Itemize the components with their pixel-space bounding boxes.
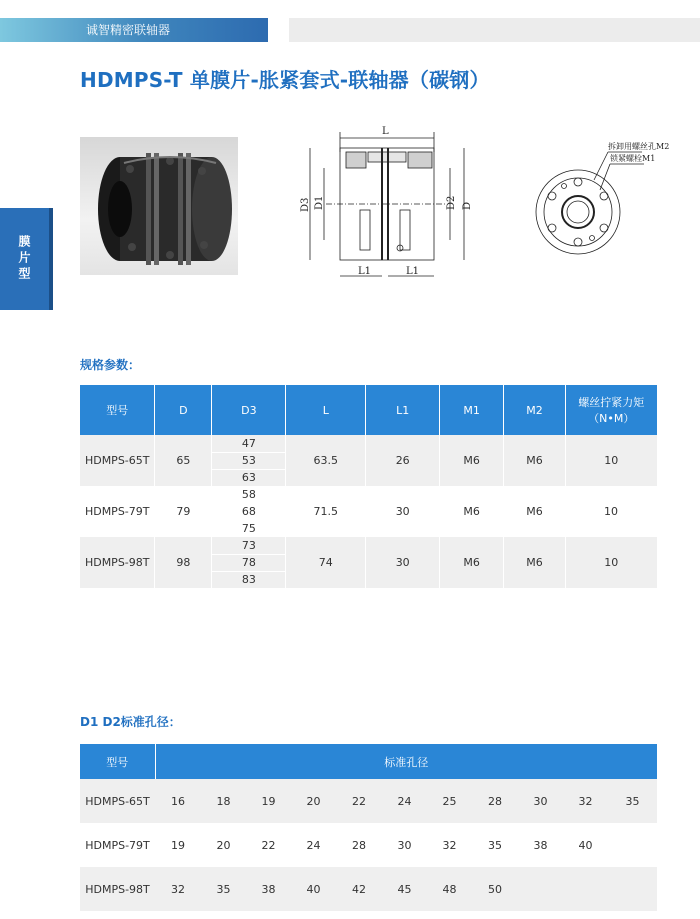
bore-value: 28 (472, 779, 518, 823)
spec-row-2 (80, 486, 657, 503)
callout-m1: 锁紧螺栓M1 (610, 154, 656, 163)
bore-value: 32 (442, 838, 457, 852)
spec-d: 65 (155, 435, 212, 486)
col-torque-unit: （N•M） (588, 412, 635, 425)
col-l1: L1 (366, 385, 440, 435)
page-title: HDMPS-T 单膜片-胀紧套式-联轴器（碳钢） (80, 68, 490, 92)
bore-value: 22 (261, 838, 276, 852)
side-category-tab (0, 208, 53, 310)
bore-value: 32 (155, 867, 201, 911)
bore-value: 20 (216, 838, 231, 852)
bore-value: 45 (382, 867, 427, 911)
bore-value: 24 (306, 838, 321, 852)
dim-D1: D1 (314, 195, 325, 210)
end-view-drawing (532, 138, 696, 272)
spec-d3: 63 (212, 469, 286, 486)
bore-value: 22 (336, 779, 382, 823)
dim-D3: D3 (300, 197, 311, 212)
bore-row-1 (80, 779, 657, 823)
spec-l: 71.5 (286, 486, 366, 537)
col-m2: M2 (504, 385, 566, 435)
spec-row-3 (80, 537, 657, 554)
bore-model: HDMPS-98T (80, 867, 155, 911)
bore-row-2 (80, 823, 657, 867)
bore-model: HDMPS-65T (80, 779, 155, 823)
bore-value: 24 (382, 779, 427, 823)
spec-d: 79 (155, 486, 212, 537)
spec-model: HDMPS-79T (80, 486, 155, 537)
spec-m1: M6 (440, 435, 504, 486)
col-model: 型号 (80, 385, 155, 435)
coupling-render-image (80, 137, 238, 275)
bore-value: 30 (397, 838, 412, 852)
bore-value: 35 (608, 779, 657, 823)
bore-value (518, 867, 563, 911)
col-torque (566, 385, 657, 435)
col-torque-label: 螺丝拧紧力矩 (578, 396, 645, 409)
brand-bar (0, 18, 268, 42)
bore-value: 30 (518, 779, 563, 823)
dim-D: D (462, 201, 473, 210)
bore-value: 35 (201, 867, 246, 911)
callout-m2: 拆卸用螺丝孔M2 (608, 142, 670, 151)
dim-L: L (382, 126, 389, 137)
spec-section-title: 规格参数： (80, 358, 141, 372)
bore-col-bores: 标准孔径 (155, 744, 657, 779)
bore-value: 48 (427, 867, 472, 911)
col-l: L (286, 385, 366, 435)
bore-value: 40 (291, 867, 336, 911)
spec-d3: 83 (212, 571, 286, 588)
bore-model: HDMPS-79T (85, 838, 150, 852)
spec-model: HDMPS-98T (80, 537, 155, 588)
spec-header-row (80, 385, 657, 435)
bore-table (80, 744, 657, 911)
bore-value: 28 (352, 838, 366, 852)
brand-name: 诚智精密联轴器 (86, 23, 171, 37)
bore-value: 25 (427, 779, 472, 823)
bore-header-row (80, 744, 657, 779)
bore-value: 16 (155, 779, 201, 823)
bore-value: 38 (246, 867, 291, 911)
dim-L1-right: L1 (406, 266, 420, 277)
side-section-drawing (296, 118, 476, 290)
spec-torque: 10 (566, 435, 657, 486)
spec-l1: 26 (366, 435, 440, 486)
bore-value: 38 (533, 838, 548, 852)
spec-m1: M6 (440, 486, 504, 537)
bore-value (608, 823, 657, 867)
bore-value (608, 867, 657, 911)
spec-l: 74 (286, 537, 366, 588)
bore-value: 19 (246, 779, 291, 823)
col-d3: D3 (212, 385, 286, 435)
spec-d: 98 (155, 537, 212, 588)
bore-row-3 (80, 867, 657, 911)
spec-l: 63.5 (286, 435, 366, 486)
spec-row-1 (80, 435, 657, 452)
spec-m2: M6 (504, 435, 566, 486)
spec-d3: 78 (212, 554, 286, 571)
bore-value: 20 (291, 779, 336, 823)
bore-value: 18 (201, 779, 246, 823)
product-photo (80, 137, 238, 275)
spec-d3: 73 (212, 537, 286, 554)
side-tab-label: 膜片型 (17, 235, 31, 283)
bore-value: 19 (171, 838, 185, 852)
bore-col-model: 型号 (80, 744, 155, 779)
bore-section-title: D1 D2标准孔径： (80, 715, 181, 729)
bore-value: 42 (336, 867, 382, 911)
spec-d3: 58 (212, 486, 286, 503)
spec-d3: 68 (212, 503, 286, 520)
spec-d3: 75 (212, 520, 286, 537)
col-m1: M1 (440, 385, 504, 435)
spec-m1: M6 (440, 537, 504, 588)
dim-L1-left: L1 (358, 266, 372, 277)
bore-value (563, 867, 608, 911)
dim-D2: D2 (446, 195, 457, 210)
bore-value: 50 (472, 867, 518, 911)
spec-d3: 53 (212, 452, 286, 469)
spec-m2: M6 (504, 486, 566, 537)
col-d: D (155, 385, 212, 435)
spec-model: HDMPS-65T (80, 435, 155, 486)
spec-l1: 30 (366, 537, 440, 588)
spec-m2: M6 (504, 537, 566, 588)
bore-value: 40 (578, 838, 593, 852)
header-gray-bar (289, 18, 700, 42)
spec-d3: 47 (212, 435, 286, 452)
bore-value: 35 (488, 838, 502, 852)
spec-table (80, 385, 657, 588)
bore-value: 32 (563, 779, 608, 823)
spec-torque: 10 (566, 537, 657, 588)
spec-torque: 10 (566, 486, 657, 537)
spec-l1: 30 (366, 486, 440, 537)
